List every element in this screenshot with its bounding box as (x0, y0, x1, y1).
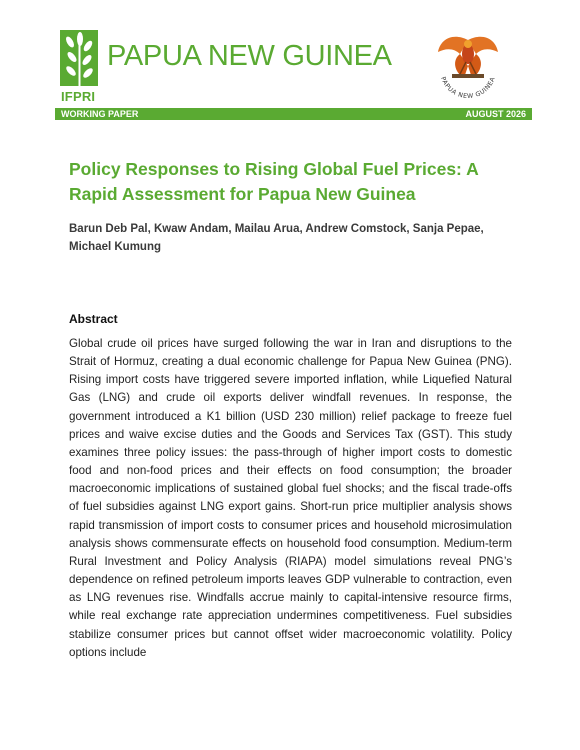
series-label: WORKING PAPER (61, 109, 139, 119)
paper-title: Policy Responses to Rising Global Fuel Prices: A Rapid Assessment for Papua New Guinea (69, 159, 479, 204)
ifpri-wordmark: IFPRI (61, 89, 96, 104)
publication-date: AUGUST 2026 (465, 109, 526, 119)
svg-text:PAPUA NEW GUINEA (439, 76, 497, 100)
header-band (55, 108, 532, 120)
abstract-heading: Abstract (69, 312, 118, 326)
png-emblem-icon (430, 26, 506, 102)
country-title: PAPUA NEW GUINEA (107, 40, 392, 72)
paper-authors: Barun Deb Pal, Kwaw Andam, Mailau Arua, Andrew Comstock, Sanja Pepae, Michael Kumung (69, 223, 484, 253)
abstract-body: Global crude oil prices have surged following the war in Iran and disruptions to the Strait of Hormuz, creating a dual economic challenge for Papua New Guinea (PNG). Rising import costs have triggered severe imported inflation, while Liquefied Natural Gas (LNG) and crude oil exports deliver windfall revenues. In response, the government introduced a K1 billion (USD 230 million) relief package to freeze fuel prices and waive excise duties and the Goods and Services Tax (GST). This study examines three policy issues: the pass-through of higher import costs to domestic food and non-food prices and their effects on food consumption; the broader macroeconomic implications of sustained global fuel shocks; and the fiscal trade-offs of fuel subsidies against LNG export gains. Short-run price multiplier analysis shows rapid transmission of import costs to consumer prices and household microsimulation analysis shows commensurate effects on household food consumption. Medium-term Rural Investment and Policy Analysis (RIAPA) model simulations reveal PNG’s dependence on refined petroleum imports leaves GDP vulnerable to contraction, even as LNG revenues rise. Windfalls accrue mainly to capital-intensive resource firms, while real exchange rate appreciation undermines competitiveness. Fuel subsidies stabilize consumer prices but cannot offset wider macroeconomic volatility. Policy options include (69, 337, 512, 659)
emblem-caption: PAPUA NEW GUINEA (439, 75, 497, 101)
